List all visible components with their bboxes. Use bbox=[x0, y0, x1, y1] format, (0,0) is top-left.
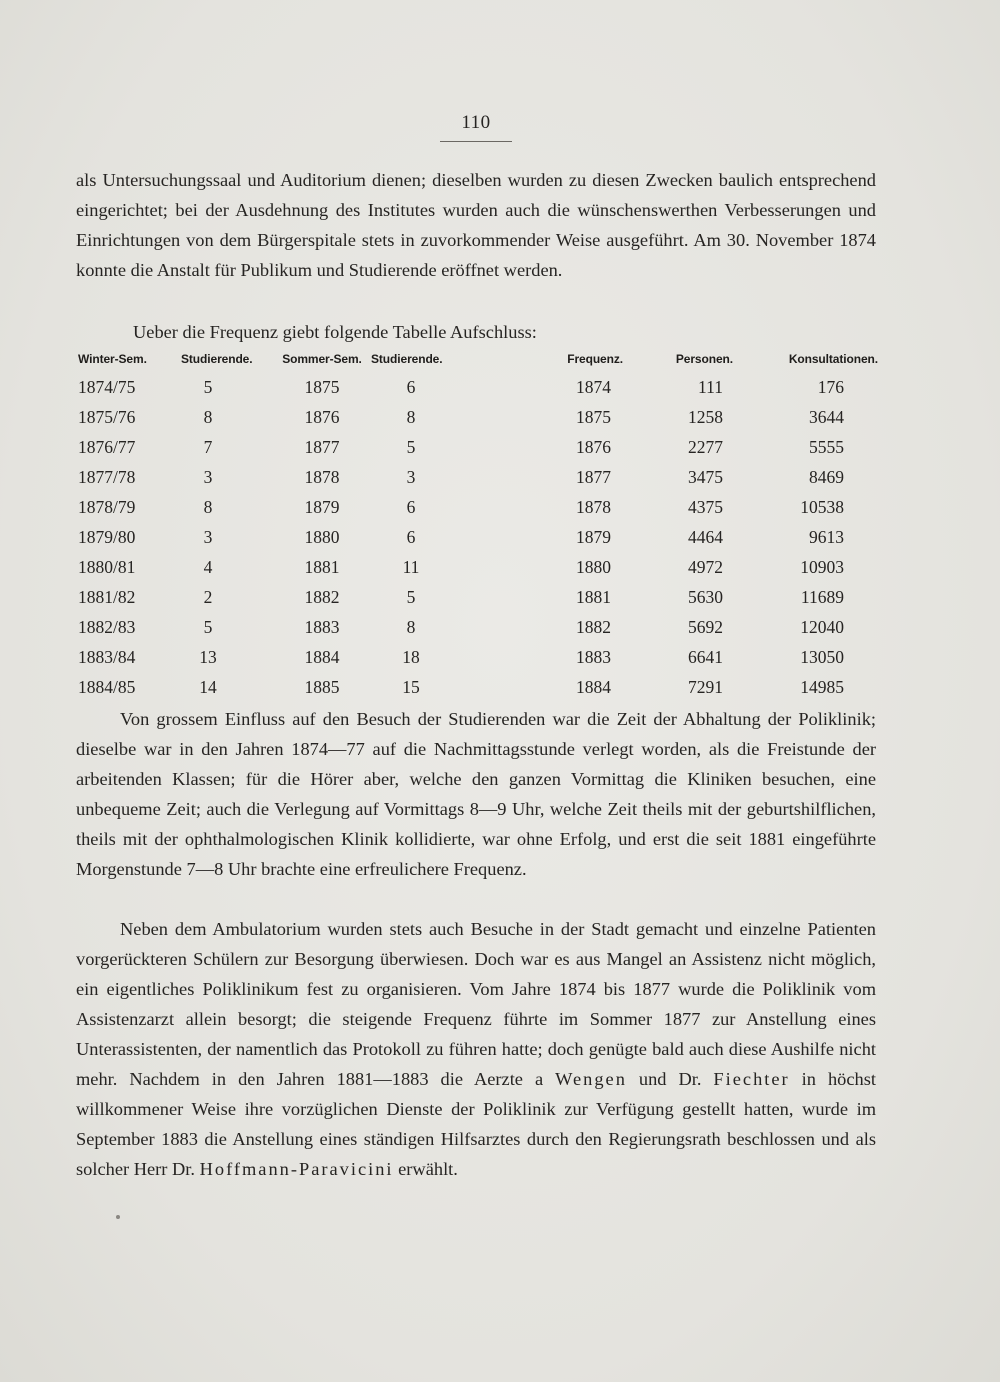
cell-konsultationen: 11689 bbox=[800, 586, 844, 607]
cell-winter-sem: 1883/84 bbox=[78, 646, 136, 667]
cell-sommer-sem: 1882 bbox=[304, 586, 340, 607]
cell-frequenz: 1881 bbox=[576, 586, 611, 607]
cell-frequenz: 1884 bbox=[576, 676, 611, 697]
header-frequenz: Frequenz. bbox=[567, 352, 623, 366]
cell-konsultationen: 3644 bbox=[809, 406, 844, 427]
table-row bbox=[78, 642, 878, 672]
paragraph-text: erwählt. bbox=[398, 1159, 458, 1179]
cell-frequenz: 1874 bbox=[576, 376, 611, 397]
cell-frequenz: 1883 bbox=[576, 646, 611, 667]
cell-sommer-studierende: 5 bbox=[406, 436, 416, 457]
table-row bbox=[78, 672, 878, 702]
cell-winter-studierende: 2 bbox=[203, 586, 213, 607]
cell-personen: 6641 bbox=[688, 646, 723, 667]
cell-personen: 4464 bbox=[688, 526, 723, 547]
cell-winter-studierende: 3 bbox=[203, 466, 213, 487]
cell-sommer-studierende: 6 bbox=[406, 496, 416, 517]
frequency-table bbox=[78, 346, 878, 702]
cell-konsultationen: 176 bbox=[817, 376, 844, 397]
cell-konsultationen: 10538 bbox=[800, 496, 844, 517]
cell-winter-studierende: 5 bbox=[203, 616, 213, 637]
cell-konsultationen: 10903 bbox=[800, 556, 844, 577]
table-row bbox=[78, 552, 878, 582]
cell-winter-sem: 1876/77 bbox=[78, 436, 136, 457]
cell-frequenz: 1878 bbox=[576, 496, 611, 517]
cell-sommer-sem: 1884 bbox=[304, 646, 340, 667]
cell-sommer-sem: 1877 bbox=[304, 436, 340, 457]
paragraph-text: in höchst willkommener Weise ihre vorzüglichen Dienste der Poliklinik zur Verfügung gestellt hatten, wurde im September 1883 die Anstellung eines ständigen Hilfsarztes durch den Regierungsrath beschlossen und als solcher Herr Dr. bbox=[76, 1069, 876, 1179]
cell-personen: 4972 bbox=[688, 556, 723, 577]
cell-konsultationen: 8469 bbox=[809, 466, 844, 487]
cell-winter-studierende: 14 bbox=[199, 676, 217, 697]
cell-sommer-sem: 1880 bbox=[304, 526, 340, 547]
cell-winter-studierende: 7 bbox=[203, 436, 213, 457]
cell-frequenz: 1875 bbox=[576, 406, 611, 427]
person-name: Hoffmann-Paravicini bbox=[199, 1159, 394, 1179]
cell-winter-studierende: 8 bbox=[203, 406, 213, 427]
table-lead-text: Ueber die Frequenz giebt folgende Tabelle Aufschluss: bbox=[133, 322, 537, 342]
cell-konsultationen: 9613 bbox=[809, 526, 844, 547]
cell-sommer-sem: 1875 bbox=[304, 376, 340, 397]
cell-sommer-sem: 1883 bbox=[304, 616, 340, 637]
person-name: Wengen bbox=[555, 1069, 627, 1089]
cell-personen: 1258 bbox=[688, 406, 723, 427]
cell-sommer-studierende: 8 bbox=[406, 616, 416, 637]
cell-frequenz: 1876 bbox=[576, 436, 611, 457]
header-winter-studierende: Studierende. bbox=[181, 352, 253, 366]
cell-konsultationen: 12040 bbox=[800, 616, 844, 637]
table-header-row bbox=[78, 346, 878, 372]
page-number-rule bbox=[440, 141, 512, 142]
header-sommer-sem: Sommer-Sem. bbox=[282, 352, 362, 366]
cell-winter-studierende: 8 bbox=[203, 496, 213, 517]
paragraph-text: und Dr. bbox=[638, 1069, 702, 1089]
cell-personen: 5692 bbox=[688, 616, 723, 637]
cell-winter-sem: 1880/81 bbox=[78, 556, 136, 577]
person-name: Fiechter bbox=[713, 1069, 790, 1089]
cell-winter-sem: 1882/83 bbox=[78, 616, 136, 637]
cell-winter-sem: 1874/75 bbox=[78, 376, 136, 397]
table-row bbox=[78, 432, 878, 462]
cell-frequenz: 1877 bbox=[576, 466, 611, 487]
cell-konsultationen: 5555 bbox=[809, 436, 844, 457]
cell-frequenz: 1879 bbox=[576, 526, 611, 547]
table-row bbox=[78, 582, 878, 612]
cell-personen: 2277 bbox=[688, 436, 723, 457]
table-row bbox=[78, 612, 878, 642]
cell-winter-sem: 1878/79 bbox=[78, 496, 136, 517]
cell-winter-studierende: 3 bbox=[203, 526, 213, 547]
cell-winter-sem: 1875/76 bbox=[78, 406, 136, 427]
cell-konsultationen: 13050 bbox=[800, 646, 844, 667]
header-personen: Personen. bbox=[675, 352, 733, 366]
cell-sommer-sem: 1876 bbox=[304, 406, 340, 427]
cell-sommer-studierende: 11 bbox=[402, 556, 420, 577]
body-paragraph-poliklinik-time: Von grossem Einfluss auf den Besuch der Studierenden war die Zeit der Abhaltung der Poliklinik; dieselbe war in den Jahren 1874—77 auf die Nachmittagsstunde verlegt worden, als die Freistunde der arbeitenden Klassen; für die Hörer aber, welche den ganzen Vormittag die Kliniken besuchen, eine unbequeme Zeit; auch die Verlegung auf Vormittags 8—9 Uhr, welche Zeit theils mit der geburtshilflichen, theils mit der ophthalmologischen Klinik kollidierte, war ohne Erfolg, und erst die seit 1881 eingeführte Morgenstunde 7—8 Uhr brachte eine erfreulichere Frequenz. bbox=[76, 709, 876, 879]
page-number: 110 bbox=[461, 112, 491, 133]
cell-personen: 5630 bbox=[688, 586, 723, 607]
cell-winter-sem: 1881/82 bbox=[78, 586, 136, 607]
cell-personen: 4375 bbox=[688, 496, 723, 517]
cell-winter-studierende: 4 bbox=[203, 556, 213, 577]
paragraph-text: Neben dem Ambulatorium wurden stets auch Besuche in der Stadt gemacht und einzelne Patienten vorgerückteren Schülern zur Besorgung überwiesen. Doch war es aus Mangel an Assistenz nicht möglich, ein eigentliches Poliklinikum fest zu organisieren. Vom Jahre 1874 bis 1877 wurde die Poliklinik vom Assistenzarzt allein besorgt; die steigende Frequenz führte im Sommer 1877 zur Anstellung eines Unterassistenten, der namentlich das Protokoll zu führen hatte; doch genügte bald auch diese Aushilfe nicht mehr. Nachdem in den Jahren 1881—1883 die Aerzte a bbox=[76, 919, 876, 1089]
table-row bbox=[78, 492, 878, 522]
table-row bbox=[78, 372, 878, 402]
cell-personen: 3475 bbox=[688, 466, 723, 487]
cell-sommer-studierende: 8 bbox=[406, 406, 416, 427]
cell-winter-studierende: 13 bbox=[199, 646, 217, 667]
cell-sommer-studierende: 5 bbox=[406, 586, 416, 607]
cell-frequenz: 1882 bbox=[576, 616, 611, 637]
intro-paragraph: als Untersuchungssaal und Auditorium dienen; dieselben wurden zu diesen Zwecken baulich entsprechend eingerichtet; bei der Ausdehnung des Institutes wurden auch die wünschenswerthen Verbesserungen und Einrichtungen von dem Bürgerspitale stets in zuvorkommender Weise ausgeführt. Am 30. November 1874 konnte die Anstalt für Publikum und Studierende eröffnet werden. bbox=[76, 170, 876, 280]
cell-sommer-studierende: 15 bbox=[402, 676, 420, 697]
cell-winter-sem: 1877/78 bbox=[78, 466, 136, 487]
cell-frequenz: 1880 bbox=[576, 556, 611, 577]
table-row bbox=[78, 522, 878, 552]
ink-speck bbox=[116, 1215, 120, 1219]
cell-konsultationen: 14985 bbox=[800, 676, 844, 697]
cell-sommer-sem: 1881 bbox=[304, 556, 340, 577]
header-sommer-studierende: Studierende. bbox=[371, 352, 443, 366]
cell-sommer-studierende: 3 bbox=[406, 466, 416, 487]
cell-sommer-sem: 1885 bbox=[304, 676, 340, 697]
cell-sommer-sem: 1878 bbox=[304, 466, 340, 487]
cell-personen: 111 bbox=[698, 376, 723, 397]
table-row bbox=[78, 402, 878, 432]
cell-sommer-studierende: 6 bbox=[406, 526, 416, 547]
cell-winter-sem: 1879/80 bbox=[78, 526, 136, 547]
header-konsultationen: Konsultationen. bbox=[788, 352, 878, 366]
cell-sommer-sem: 1879 bbox=[304, 496, 340, 517]
cell-sommer-studierende: 18 bbox=[402, 646, 420, 667]
table-row bbox=[78, 462, 878, 492]
header-winter-sem: Winter-Sem. bbox=[78, 352, 147, 366]
cell-sommer-studierende: 6 bbox=[406, 376, 416, 397]
body-paragraph-ambulatorium bbox=[76, 914, 876, 1184]
cell-personen: 7291 bbox=[688, 676, 723, 697]
cell-winter-studierende: 5 bbox=[203, 376, 213, 397]
cell-winter-sem: 1884/85 bbox=[78, 676, 136, 697]
